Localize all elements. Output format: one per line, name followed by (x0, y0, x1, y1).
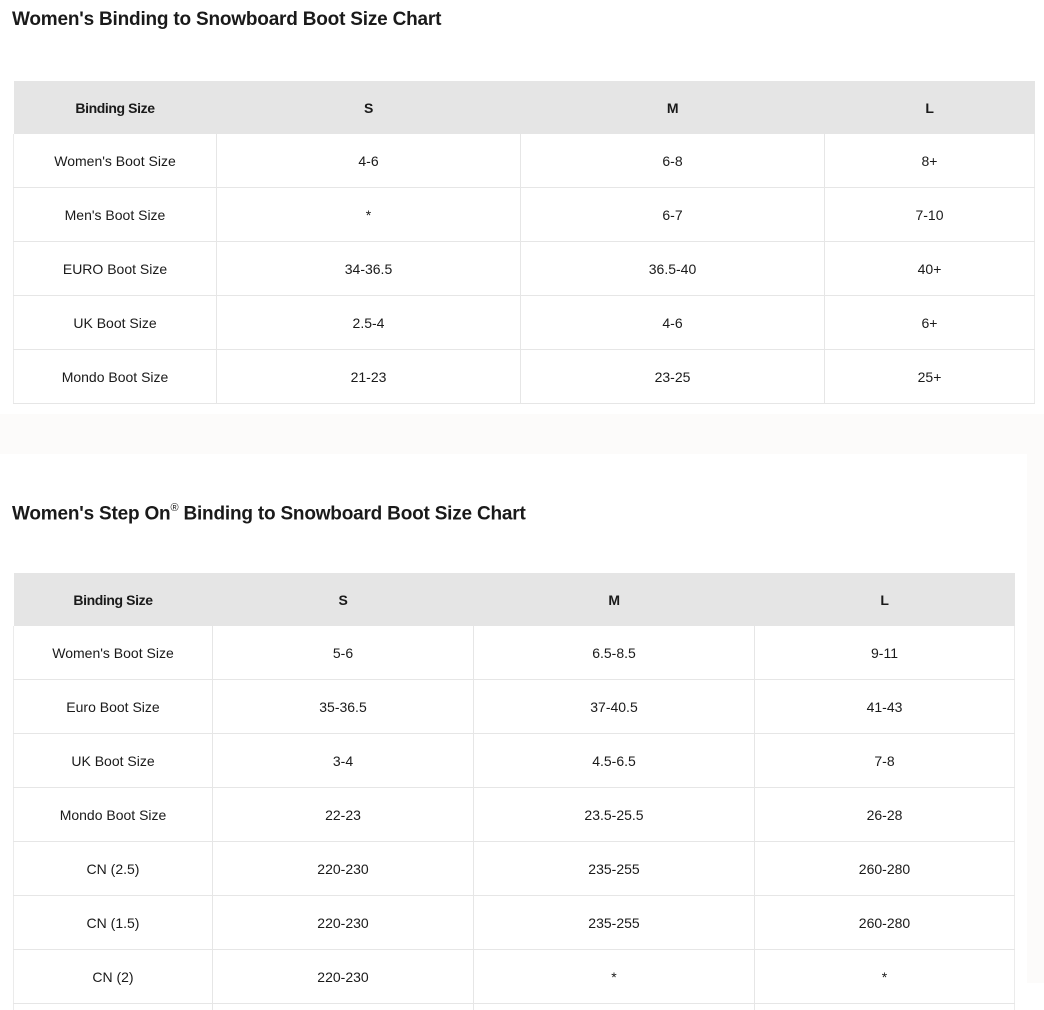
step-on-size-table (13, 573, 1015, 1010)
cell-size-s: 4-6 (217, 134, 521, 188)
cell-size-m: 36.5-40 (521, 242, 825, 296)
cell-size-l: 9-11 (755, 626, 1015, 680)
row-label: Men's Boot Size (14, 188, 217, 242)
cell-size-s: 2.5-4 (217, 296, 521, 350)
header-size-l: L (825, 81, 1035, 134)
cutoff-cell (14, 1004, 213, 1010)
table-row (14, 134, 1035, 188)
cell-size-m: 4.5-6.5 (474, 734, 755, 788)
binding-size-chart-section (0, 0, 1044, 414)
header-binding-size: Binding Size (14, 81, 217, 134)
cell-size-l: 260-280 (755, 842, 1015, 896)
cell-size-m: 4-6 (521, 296, 825, 350)
header-binding-size: Binding Size (14, 573, 213, 626)
cell-size-l: 25+ (825, 350, 1035, 404)
row-label: EURO Boot Size (14, 242, 217, 296)
cell-size-m: 37-40.5 (474, 680, 755, 734)
table-row (14, 350, 1035, 404)
row-label: Mondo Boot Size (14, 788, 213, 842)
chart-title (12, 503, 526, 525)
cell-size-l: 6+ (825, 296, 1035, 350)
cell-size-m: 235-255 (474, 896, 755, 950)
cell-size-l: 8+ (825, 134, 1035, 188)
cutoff-cell (755, 1004, 1015, 1010)
table-row (14, 296, 1035, 350)
cell-size-l: 26-28 (755, 788, 1015, 842)
table-header-row (14, 81, 1035, 134)
row-label: UK Boot Size (14, 296, 217, 350)
cell-size-l: 7-8 (755, 734, 1015, 788)
cell-size-m: 23.5-25.5 (474, 788, 755, 842)
cell-size-l: 41-43 (755, 680, 1015, 734)
step-on-size-chart-section (0, 414, 1044, 983)
table-row (14, 188, 1035, 242)
table-row (14, 950, 1015, 1004)
cell-size-m: 235-255 (474, 842, 755, 896)
row-label: Mondo Boot Size (14, 350, 217, 404)
row-label: Women's Boot Size (14, 134, 217, 188)
row-label: Women's Boot Size (14, 626, 213, 680)
chart-title-main: Women's Step On (12, 503, 170, 524)
table-row (14, 626, 1015, 680)
cell-size-s: 220-230 (213, 896, 474, 950)
row-label: CN (1.5) (14, 896, 213, 950)
table-row (14, 788, 1015, 842)
cell-size-s: 220-230 (213, 842, 474, 896)
cell-size-m: 6.5-8.5 (474, 626, 755, 680)
cell-size-l: 7-10 (825, 188, 1035, 242)
chart-title: Women's Binding to Snowboard Boot Size Chart (12, 9, 441, 31)
cell-size-s: 34-36.5 (217, 242, 521, 296)
header-size-s: S (217, 81, 521, 134)
row-label: CN (2.5) (14, 842, 213, 896)
cell-size-s: 35-36.5 (213, 680, 474, 734)
table-row (14, 242, 1035, 296)
table-row-cutoff (14, 1004, 1015, 1010)
cell-size-m: 6-7 (521, 188, 825, 242)
cell-size-s: 5-6 (213, 626, 474, 680)
cell-size-m: * (474, 950, 755, 1004)
row-label: Euro Boot Size (14, 680, 213, 734)
row-label: CN (2) (14, 950, 213, 1004)
table-row (14, 680, 1015, 734)
cell-size-l: 40+ (825, 242, 1035, 296)
step-on-chart-panel (0, 454, 1027, 983)
table-row (14, 896, 1015, 950)
table-row (14, 734, 1015, 788)
table-header-row (14, 573, 1015, 626)
registered-mark: ® (170, 502, 178, 514)
cell-size-m: 6-8 (521, 134, 825, 188)
table-row (14, 842, 1015, 896)
cell-size-s: * (217, 188, 521, 242)
chart-title-rest: Binding to Snowboard Boot Size Chart (178, 503, 525, 524)
cell-size-s: 22-23 (213, 788, 474, 842)
cell-size-l: 260-280 (755, 896, 1015, 950)
header-size-m: M (474, 573, 755, 626)
cell-size-s: 21-23 (217, 350, 521, 404)
cell-size-s: 3-4 (213, 734, 474, 788)
header-size-s: S (213, 573, 474, 626)
cutoff-cell (213, 1004, 474, 1010)
cell-size-l: * (755, 950, 1015, 1004)
cutoff-cell (474, 1004, 755, 1010)
header-size-m: M (521, 81, 825, 134)
binding-size-table (13, 81, 1035, 404)
header-size-l: L (755, 573, 1015, 626)
cell-size-m: 23-25 (521, 350, 825, 404)
row-label: UK Boot Size (14, 734, 213, 788)
cell-size-s: 220-230 (213, 950, 474, 1004)
